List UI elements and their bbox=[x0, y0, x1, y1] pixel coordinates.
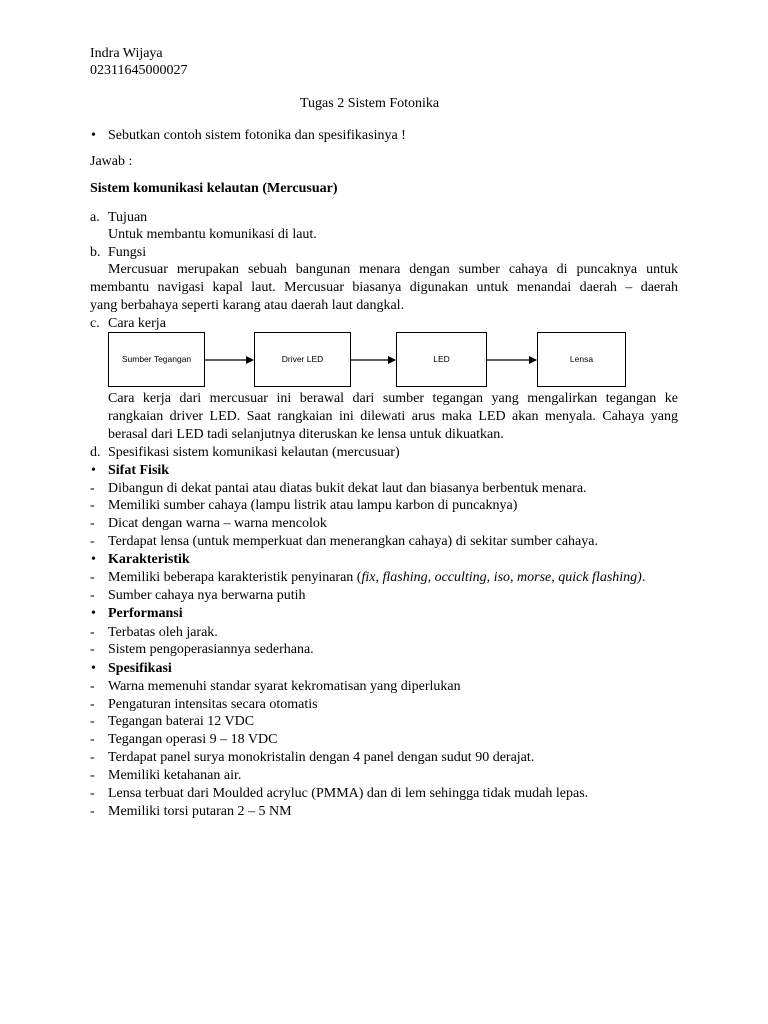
item-c-label: c. bbox=[90, 316, 100, 331]
author-name: Indra Wijaya bbox=[90, 46, 163, 61]
bullet-icon bbox=[91, 127, 108, 144]
list-item-italic-text: fix, flashing, occulting, iso, morse, quick flashing) bbox=[361, 570, 642, 585]
block-lensa bbox=[538, 333, 626, 387]
item-b-paragraph-line: yang berbahaya seperti karang atau daerah laut dangkal. bbox=[90, 298, 405, 313]
list-item: Tegangan operasi 9 – 18 VDC bbox=[108, 732, 278, 747]
block-diagram bbox=[108, 332, 628, 388]
dash-marker: - bbox=[90, 498, 95, 513]
bullet-icon bbox=[91, 551, 108, 568]
student-id: 02311645000027 bbox=[90, 63, 188, 78]
block-led bbox=[397, 333, 487, 387]
list-item: Terdapat panel surya monokristalin dengan 4 panel dengan sudut 90 derajat. bbox=[108, 750, 535, 765]
answer-label: Jawab : bbox=[90, 154, 133, 169]
dash-marker: - bbox=[90, 534, 95, 549]
list-item: Sistem pengoperasiannya sederhana. bbox=[108, 642, 314, 657]
item-c-paragraph-line: Cara kerja dari mercusuar ini berawal dari sumber tegangan yang mengalirkan tegangan ke bbox=[108, 391, 678, 406]
dash-marker: - bbox=[90, 516, 95, 531]
bullet-icon bbox=[91, 660, 108, 677]
list-item: Memiliki sumber cahaya (lampu listrik atau lampu karbon di puncaknya) bbox=[108, 498, 518, 513]
document-title: Tugas 2 Sistem Fotonika bbox=[300, 96, 440, 111]
list-item: Warna memenuhi standar syarat kekromatisan yang diperlukan bbox=[108, 679, 461, 694]
dash-marker: - bbox=[90, 714, 95, 729]
list-item: Memiliki torsi putaran 2 – 5 NM bbox=[108, 804, 292, 819]
sifat-fisik-heading: Sifat Fisik bbox=[108, 463, 170, 478]
list-item-text: . bbox=[641, 570, 646, 585]
item-b-title: Fungsi bbox=[108, 245, 147, 260]
bullet-icon bbox=[91, 462, 108, 479]
list-item: Terbatas oleh jarak. bbox=[108, 625, 218, 640]
list-item: Sumber cahaya nya berwarna putih bbox=[108, 588, 306, 603]
list-item: Tegangan baterai 12 VDC bbox=[108, 714, 255, 729]
block-sumber-tegangan bbox=[109, 333, 205, 387]
item-b-paragraph-line: membantu navigasi kapal laut. Mercusuar biasanya digunakan untuk menandai daerah – daerah bbox=[90, 280, 678, 295]
block-driver-led bbox=[255, 333, 351, 387]
list-item-text: Memiliki beberapa karakteristik penyinaran ( bbox=[108, 570, 362, 585]
block-label: Lensa bbox=[569, 354, 594, 364]
dash-marker: - bbox=[90, 804, 95, 819]
spesifikasi-heading: Spesifikasi bbox=[108, 661, 172, 676]
dash-marker: - bbox=[90, 750, 95, 765]
list-item: Terdapat lensa (untuk memperkuat dan menerangkan cahaya) di sekitar sumber cahaya. bbox=[108, 534, 598, 549]
dash-marker: - bbox=[90, 786, 95, 801]
section-title: Sistem komunikasi kelautan (Mercusuar) bbox=[90, 181, 338, 196]
list-item: Dicat dengan warna – warna mencolok bbox=[108, 516, 327, 531]
item-c-title: Cara kerja bbox=[108, 316, 166, 331]
performansi-heading: Performansi bbox=[108, 606, 183, 621]
item-c-paragraph-line: berasal dari LED tadi selanjutnya diteruskan ke lensa untuk dikuatkan. bbox=[108, 427, 504, 442]
dash-marker: - bbox=[90, 588, 95, 603]
list-item: Memiliki ketahanan air. bbox=[108, 768, 242, 783]
item-a-label: a. bbox=[90, 210, 100, 225]
item-c-paragraph-line: rangkaian driver LED. Saat rangkaian ini dilewati arus maka LED akan menyala. Cahaya yang bbox=[108, 409, 678, 424]
item-d-title: Spesifikasi sistem komunikasi kelautan (mercusuar) bbox=[108, 445, 400, 460]
dash-marker: - bbox=[90, 732, 95, 747]
dash-marker: - bbox=[90, 642, 95, 657]
list-item bbox=[108, 569, 645, 586]
dash-marker: - bbox=[90, 481, 95, 496]
item-a-text: Untuk membantu komunikasi di laut. bbox=[108, 227, 317, 242]
dash-marker: - bbox=[90, 768, 95, 783]
item-b-label: b. bbox=[90, 245, 101, 260]
item-d-label: d. bbox=[90, 445, 101, 460]
block-label: LED bbox=[433, 354, 450, 364]
dash-marker: - bbox=[90, 697, 95, 712]
list-item: Lensa terbuat dari Moulded acryluc (PMMA) dan di lem sehingga tidak mudah lepas. bbox=[108, 786, 589, 801]
block-label: Driver LED bbox=[281, 354, 324, 364]
list-item: Dibangun di dekat pantai atau diatas bukit dekat laut dan biasanya berbentuk menara. bbox=[108, 481, 587, 496]
dash-marker: - bbox=[90, 570, 95, 585]
dash-marker: - bbox=[90, 679, 95, 694]
question-text: Sebutkan contoh sistem fotonika dan spesifikasinya ! bbox=[108, 128, 406, 143]
dash-marker: - bbox=[90, 625, 95, 640]
karakteristik-heading: Karakteristik bbox=[108, 552, 190, 567]
list-item: Pengaturan intensitas secara otomatis bbox=[108, 697, 318, 712]
block-label: Sumber Tegangan bbox=[121, 354, 192, 364]
bullet-icon bbox=[91, 605, 108, 622]
item-a-title: Tujuan bbox=[108, 210, 148, 225]
item-b-paragraph-line: Mercusuar merupakan sebuah bangunan menara dengan sumber cahaya di puncaknya untuk bbox=[108, 262, 678, 277]
